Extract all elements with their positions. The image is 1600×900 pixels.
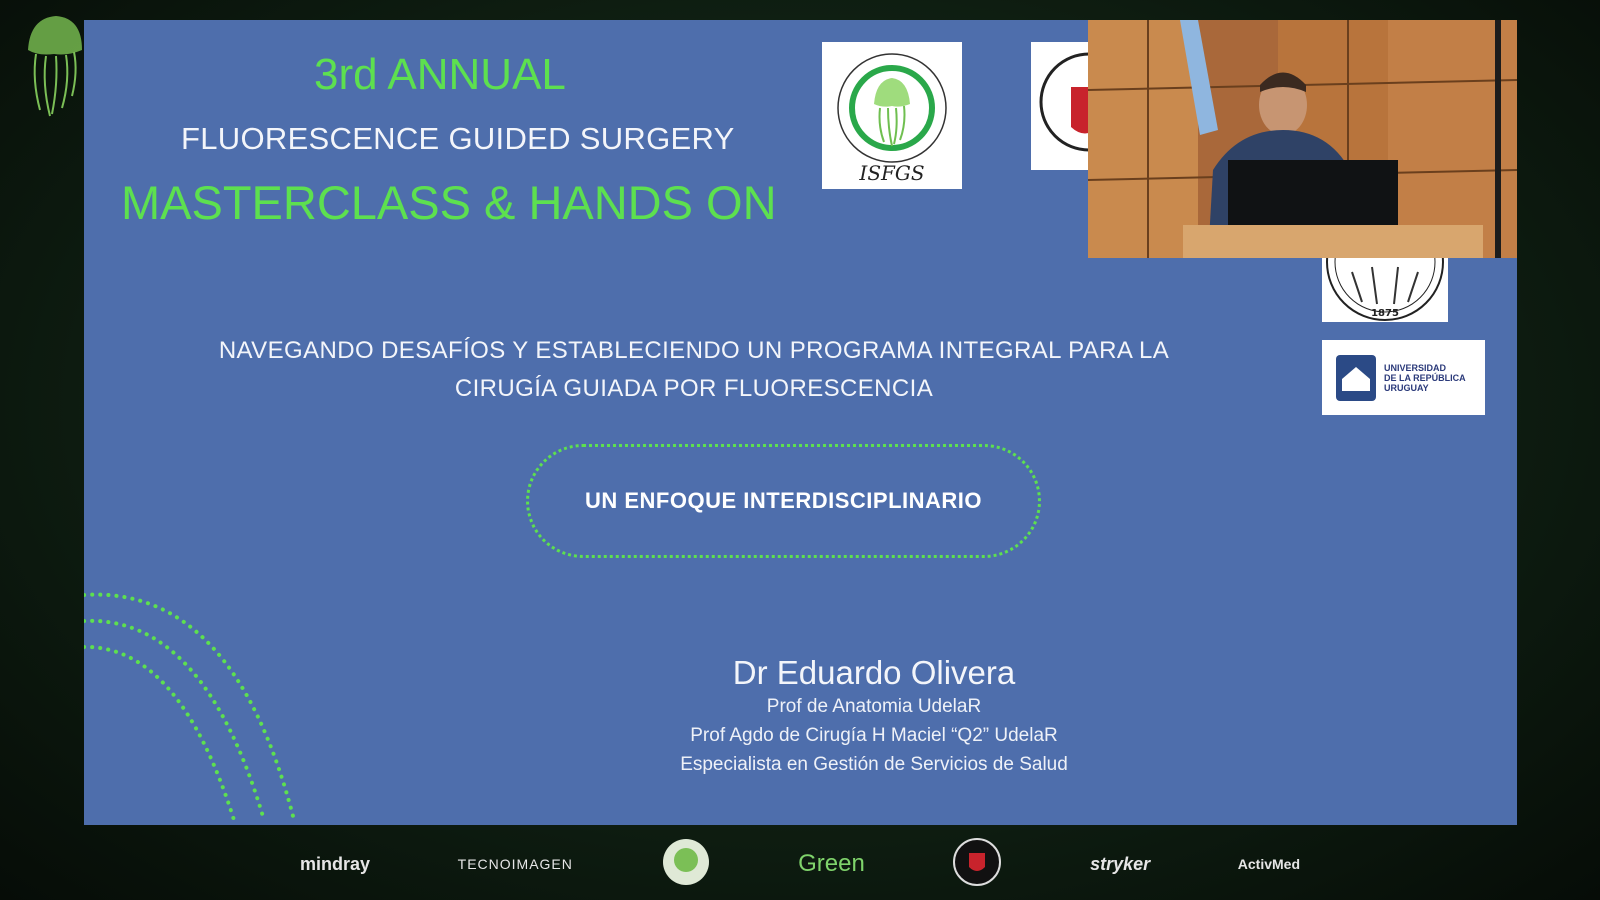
- sponsor-bar: [300, 836, 1300, 892]
- udelar-text: [1384, 363, 1466, 393]
- speaker-block: [524, 654, 1224, 779]
- speaker-role-3: Especialista en Gestión de Servicios de Salud: [680, 754, 1068, 775]
- speaker-webcam-video: [1088, 20, 1517, 258]
- slide-headline: MASTERCLASS & HANDS ON: [121, 176, 777, 229]
- jellyfish-logo-icon: [18, 10, 88, 120]
- udelar-line-3: URUGUAY: [1384, 382, 1429, 393]
- isfgs-seal-icon: [661, 837, 711, 891]
- facultad-medicina-seal: [1322, 252, 1448, 322]
- udelar-line-2: DE LA REPÚBLICA: [1384, 372, 1466, 383]
- speaker-role-1: Prof de Anatomia UdelaR: [766, 696, 982, 717]
- pill-text: UN ENFOQUE INTERDISCIPLINARIO: [584, 488, 983, 513]
- isfgs-label: ISFGS: [859, 161, 925, 185]
- decorative-dotted-arcs: [84, 585, 314, 825]
- topic-pill: [526, 444, 1041, 558]
- topic-line-2: CIRUGÍA GUIADA POR FLUORESCENCIA: [454, 375, 934, 402]
- udelar-line-1: UNIVERSIDAD: [1384, 362, 1447, 373]
- sponsor-mindray: mindray: [300, 853, 371, 874]
- sponsor-activmed: ActivMed: [1237, 856, 1300, 872]
- slide-annual-title: 3rd ANNUAL: [314, 50, 566, 99]
- sponsor-stryker: stryker: [1090, 853, 1151, 874]
- sponsor-green: Green: [798, 850, 865, 877]
- topic-line-1: NAVEGANDO DESAFÍOS Y ESTABLECIENDO UN PROGRAMA INTEGRAL PARA LA: [218, 337, 1170, 364]
- slide-topic: [144, 332, 1244, 408]
- isfgs-logo: [822, 42, 962, 189]
- sponsor-tecnoimagen: TECNOIMAGEN: [457, 856, 573, 872]
- seal-year: 1875: [1371, 308, 1399, 319]
- hospital-seal-icon: [952, 837, 1002, 891]
- udelar-emblem-icon: [1334, 353, 1378, 403]
- speaker-role-2: Prof Agdo de Cirugía H Maciel “Q2” UdelaR: [690, 725, 1058, 746]
- speaker-name: Dr Eduardo Olivera: [732, 654, 1016, 691]
- udelar-logo: [1322, 340, 1485, 415]
- slide-subtitle: FLUORESCENCE GUIDED SURGERY: [181, 121, 735, 156]
